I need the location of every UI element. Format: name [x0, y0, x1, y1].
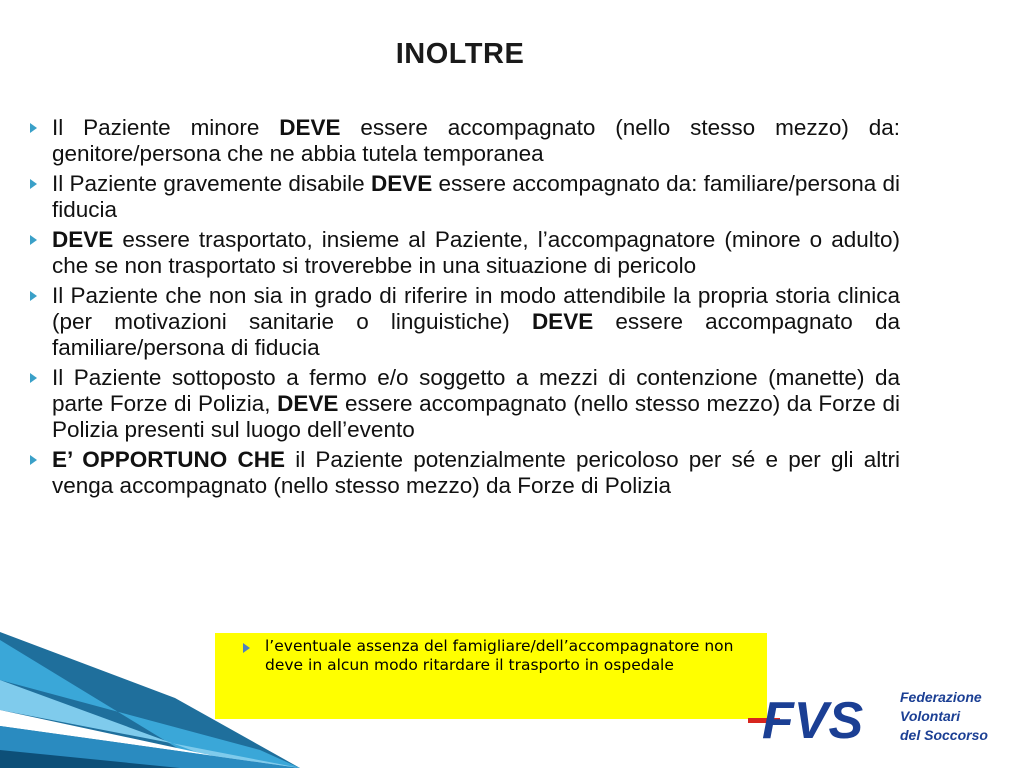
- arrow-bullet-icon: [243, 643, 250, 653]
- bullet-text-post: il Paziente potenzialmente pericoloso per sé e per gli altri venga accompagnato (nello stesso mezzo) da Forze di Polizia: [52, 447, 900, 498]
- arrow-bullet-icon: [30, 373, 37, 383]
- bullet-text-pre: Il Paziente gravemente disabile: [52, 171, 371, 196]
- logo-mark-text: FVS: [762, 692, 864, 748]
- bullet-text-bold: DEVE: [277, 391, 339, 416]
- logo-line-1: Federazione: [900, 689, 982, 705]
- bullet-text-bold: DEVE: [531, 309, 594, 334]
- arrow-bullet-icon: [30, 123, 37, 133]
- arrow-bullet-icon: [30, 235, 37, 245]
- slide-title: INOLTRE: [395, 38, 525, 70]
- bullet-text-bold: DEVE: [279, 115, 341, 140]
- note-text: l’eventuale assenza del famigliare/dell’accompagnatore non deve in alcun modo ritardare il trasporto in ospedale: [265, 637, 734, 674]
- fvs-logo: [748, 688, 898, 748]
- note-box: [215, 633, 767, 719]
- bullet-text-bold: DEVE: [52, 227, 114, 252]
- bullet-text-post: essere accompagnato da: familiare/persona di fiducia: [52, 171, 901, 222]
- bullet-text-post: essere accompagnato da familiare/persona di fiducia: [52, 309, 900, 360]
- logo-line-2: Volontari: [900, 708, 961, 724]
- bullet-text-pre: Il Paziente che non sia in grado di riferire in modo attendibile la propria storia clinica (per motivazioni sanitarie o linguistiche): [52, 283, 900, 334]
- logo-wordmark: [900, 688, 988, 745]
- arrow-bullet-icon: [30, 179, 37, 189]
- bullet-list: [30, 115, 900, 503]
- arrow-bullet-icon: [30, 455, 37, 465]
- logo-line-3: del Soccorso: [900, 727, 988, 743]
- arrow-bullet-icon: [30, 291, 37, 301]
- bullet-item: [30, 283, 900, 361]
- bullet-text-post: essere accompagnato (nello stesso mezzo) da: genitore/persona che ne abbia tutela temporanea: [52, 115, 900, 166]
- bullet-text-pre: Il Paziente minore: [52, 115, 280, 140]
- bullet-text-bold: E’ OPPORTUNO CHE: [52, 447, 285, 472]
- bullet-item: [30, 227, 900, 279]
- bullet-text-post: essere accompagnato (nello stesso mezzo) da Forze di Polizia presenti sul luogo dell’evento: [52, 391, 900, 442]
- bullet-item: [30, 115, 900, 167]
- bullet-item: [30, 365, 900, 443]
- bullet-text-post: essere trasportato, insieme al Paziente, l’accompagnatore (minore o adulto) che se non trasportato si troverebbe in una situazione di pericolo: [52, 227, 900, 278]
- bullet-item: [30, 171, 900, 223]
- bullet-text-bold: DEVE: [370, 171, 433, 196]
- bullet-item: [30, 447, 900, 499]
- bullet-text-pre: Il Paziente sottoposto a fermo e/o soggetto a mezzi di contenzione (manette) da parte Forze di Polizia,: [52, 365, 900, 416]
